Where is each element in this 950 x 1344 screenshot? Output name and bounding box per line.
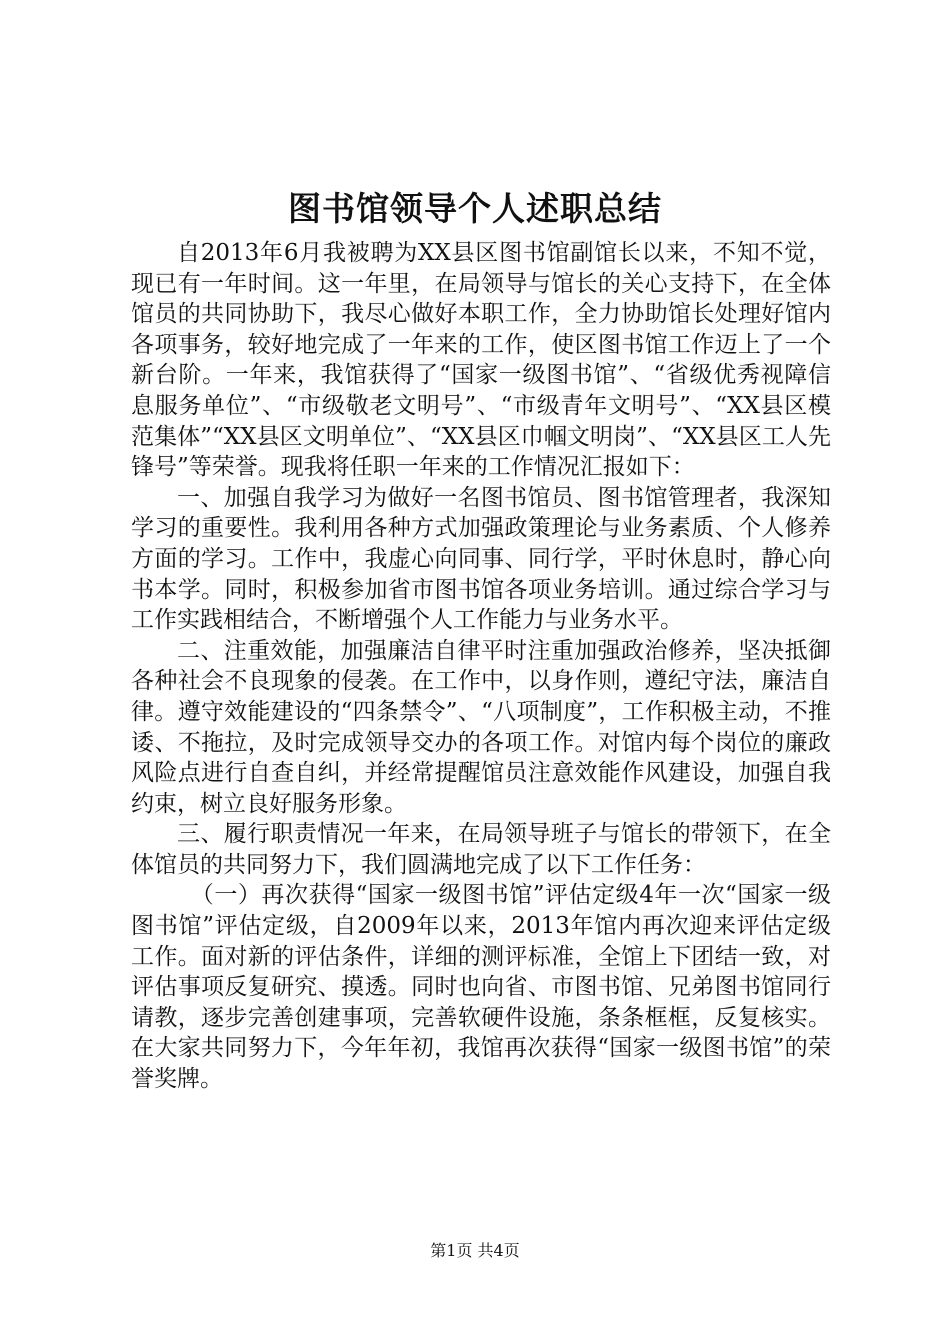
paragraph-assessment: （一）再次获得“国家一级图书馆”评估定级4年一次“国家一级图书馆”评估定级，自2009年以来，2013年馆内再次迎来评估定级工作。面对新的评估条件，详细的测评标准，全馆上下团结一致，对评估事项反复研究、摸透。同时也向省、市图书馆、兄弟图书馆同行请教，逐步完善创建事项，完善软硬件设施，条条框框，反复核实。在大家共同努力下，今年年初，我馆再次获得“国家一级图书馆”的荣誉奖牌。 <box>131 882 831 1093</box>
document-body <box>131 238 831 1095</box>
paragraph-intro: 自2013年6月我被聘为XX县区图书馆副馆长以来，不知不觉，现已有一年时间。这一年里，在局领导与馆长的关心支持下，在全体馆员的共同协助下，我尽心做好本职工作，全力协助馆长处理好馆内各项事务，较好地完成了一年来的工作，使区图书馆工作迈上了一个新台阶。一年来，我馆获得了“国家一级图书馆”、“省级优秀视障信息服务单位”、“市级敬老文明号”、“市级青年文明号”、“XX县区模范集体”“XX县区文明单位”、“XX县区巾帼文明岗”、“XX县区工人先锋号”等荣誉。现我将任职一年来的工作情况汇报如下： <box>131 240 831 481</box>
page-number: 第1页 共4页 <box>430 1241 520 1260</box>
paragraph-integrity: 二、注重效能，加强廉洁自律平时注重加强政治修养，坚决抵御各种社会不良现象的侵袭。在工作中，以身作则，遵纪守法，廉洁自律。遵守效能建设的“四条禁令”、“八项制度”，工作积极主动，不推诿、不拖拉，及时完成领导交办的各项工作。对馆内每个岗位的廉政风险点进行自查自纠，并经常提醒馆员注意效能作风建设，加强自我约束，树立良好服务形象。 <box>131 637 831 817</box>
paragraph-duties: 三、履行职责情况一年来，在局领导班子与馆长的带领下，在全体馆员的共同努力下，我们圆满地完成了以下工作任务： <box>131 821 831 878</box>
document-title: 图书馆领导个人述职总结 <box>288 189 662 228</box>
paragraph-self-study: 一、加强自我学习为做好一名图书馆员、图书馆管理者，我深知学习的重要性。我利用各种方式加强政策理论与业务素质、个人修养方面的学习。工作中，我虚心向同事、同行学，平时休息时，静心向书本学。同时，积极参加省市图书馆各项业务培训。通过综合学习与工作实践相结合，不断增强个人工作能力与业务水平。 <box>131 484 831 634</box>
